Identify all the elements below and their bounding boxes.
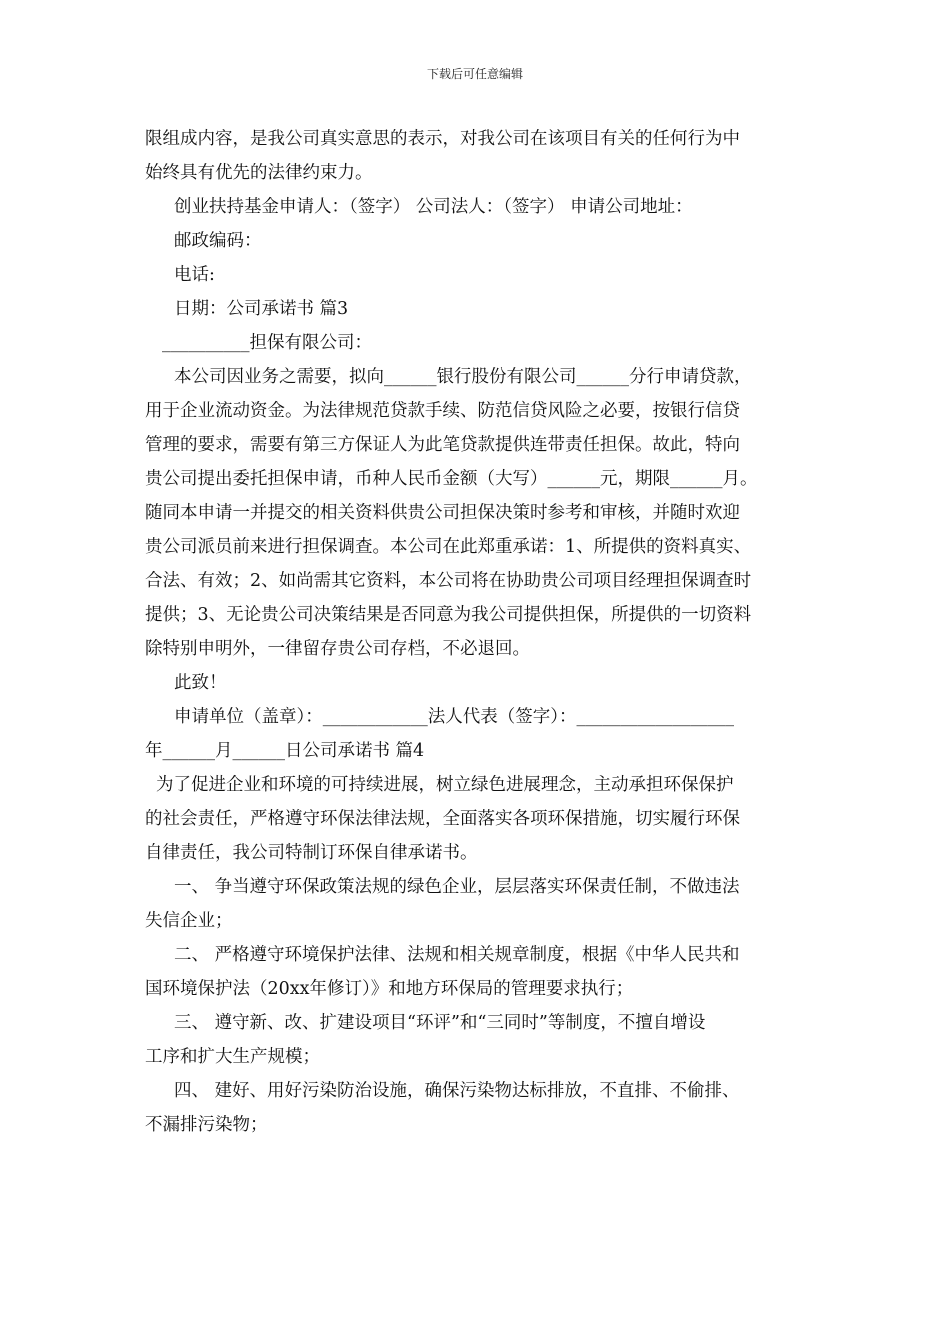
closing-line: 此致！ xyxy=(174,673,227,693)
paragraph-line: 的社会责任，严格遵守环保法律法规，全面落实各项环保措施，切实履行环保 xyxy=(145,809,740,829)
list-item-line: 不漏排污染物； xyxy=(145,1115,268,1135)
paragraph-line: 贵公司派员前来进行担保调查。本公司在此郑重承诺：1、所提供的资料真实、 xyxy=(145,537,752,557)
paragraph-line: 除特别申明外，一律留存贵公司存档，不必退回。 xyxy=(145,639,530,659)
postal-code-line: 邮政编码： xyxy=(174,231,262,251)
list-item-line: 工序和扩大生产规模； xyxy=(145,1047,320,1067)
paragraph-line: 管理的要求，需要有第三方保证人为此笔贷款提供连带责任担保。故此，特向 xyxy=(145,435,740,455)
paragraph-line: 随同本申请一并提交的相关资料供贵公司担保决策时参考和审核，并随时欢迎 xyxy=(145,503,740,523)
list-item-line: 三、 遵守新、改、扩建设项目“环评”和“三同时”等制度，不擅自增设 xyxy=(174,1013,706,1033)
list-item-line: 失信企业； xyxy=(145,911,233,931)
list-item-line: 国环境保护法（20xx年修订）》和地方环保局的管理要求执行； xyxy=(145,979,634,999)
paragraph-line: 本公司因业务之需要，拟向______银行股份有限公司______分行申请贷款， xyxy=(174,367,752,387)
paragraph-line: 为了促进企业和环境的可持续进展，树立绿色进展理念，主动承担环保保护 xyxy=(156,775,734,795)
paragraph-line: 自律责任，我公司特制订环保自律承诺书。 xyxy=(145,843,478,863)
paragraph-line: 贵公司提出委托担保申请，币种人民币金额（大写）______元，期限______月。 xyxy=(145,469,758,489)
document-body xyxy=(145,122,807,1142)
list-item-line: 二、 严格遵守环境保护法律、法规和相关规章制度，根据《中华人民共和 xyxy=(174,945,740,965)
paragraph-line: 用于企业流动资金。为法律规范贷款手续、防范信贷风险之必要，按银行信贷 xyxy=(145,401,740,421)
date-section-heading: 年______月______日公司承诺书 篇4 xyxy=(145,741,425,761)
paragraph-line: 提供；3、无论贵公司决策结果是否同意为我公司提供担保，所提供的一切资料 xyxy=(145,605,752,625)
page-header-note: 下载后可任意编辑 xyxy=(426,67,523,81)
phone-line: 电话: xyxy=(174,265,215,285)
date-section-heading: 日期：公司承诺书 篇3 xyxy=(174,299,349,319)
applicant-signature-line: 创业扶持基金申请人：（签字） 公司法人：（签字） 申请公司地址： xyxy=(174,197,693,217)
list-item-line: 一、 争当遵守环保政策法规的绿色企业，层层落实环保责任制，不做违法 xyxy=(174,877,740,897)
list-item-line: 四、 建好、用好污染防治设施，确保污染物达标排放，不直排、不偷排、 xyxy=(174,1081,740,1101)
signature-fields-line: 申请单位（盖章）：____________法人代表（签字）：__________________ xyxy=(174,707,734,727)
paragraph-line: 合法、有效；2、如尚需其它资料，本公司将在协助贵公司项目经理担保调查时 xyxy=(145,571,752,591)
paragraph-line: 限组成内容，是我公司真实意思的表示，对我公司在该项目有关的任何行为中 xyxy=(145,129,740,149)
paragraph-line: 始终具有优先的法律约束力。 xyxy=(145,163,373,183)
addressee-line: __________担保有限公司： xyxy=(162,333,372,353)
